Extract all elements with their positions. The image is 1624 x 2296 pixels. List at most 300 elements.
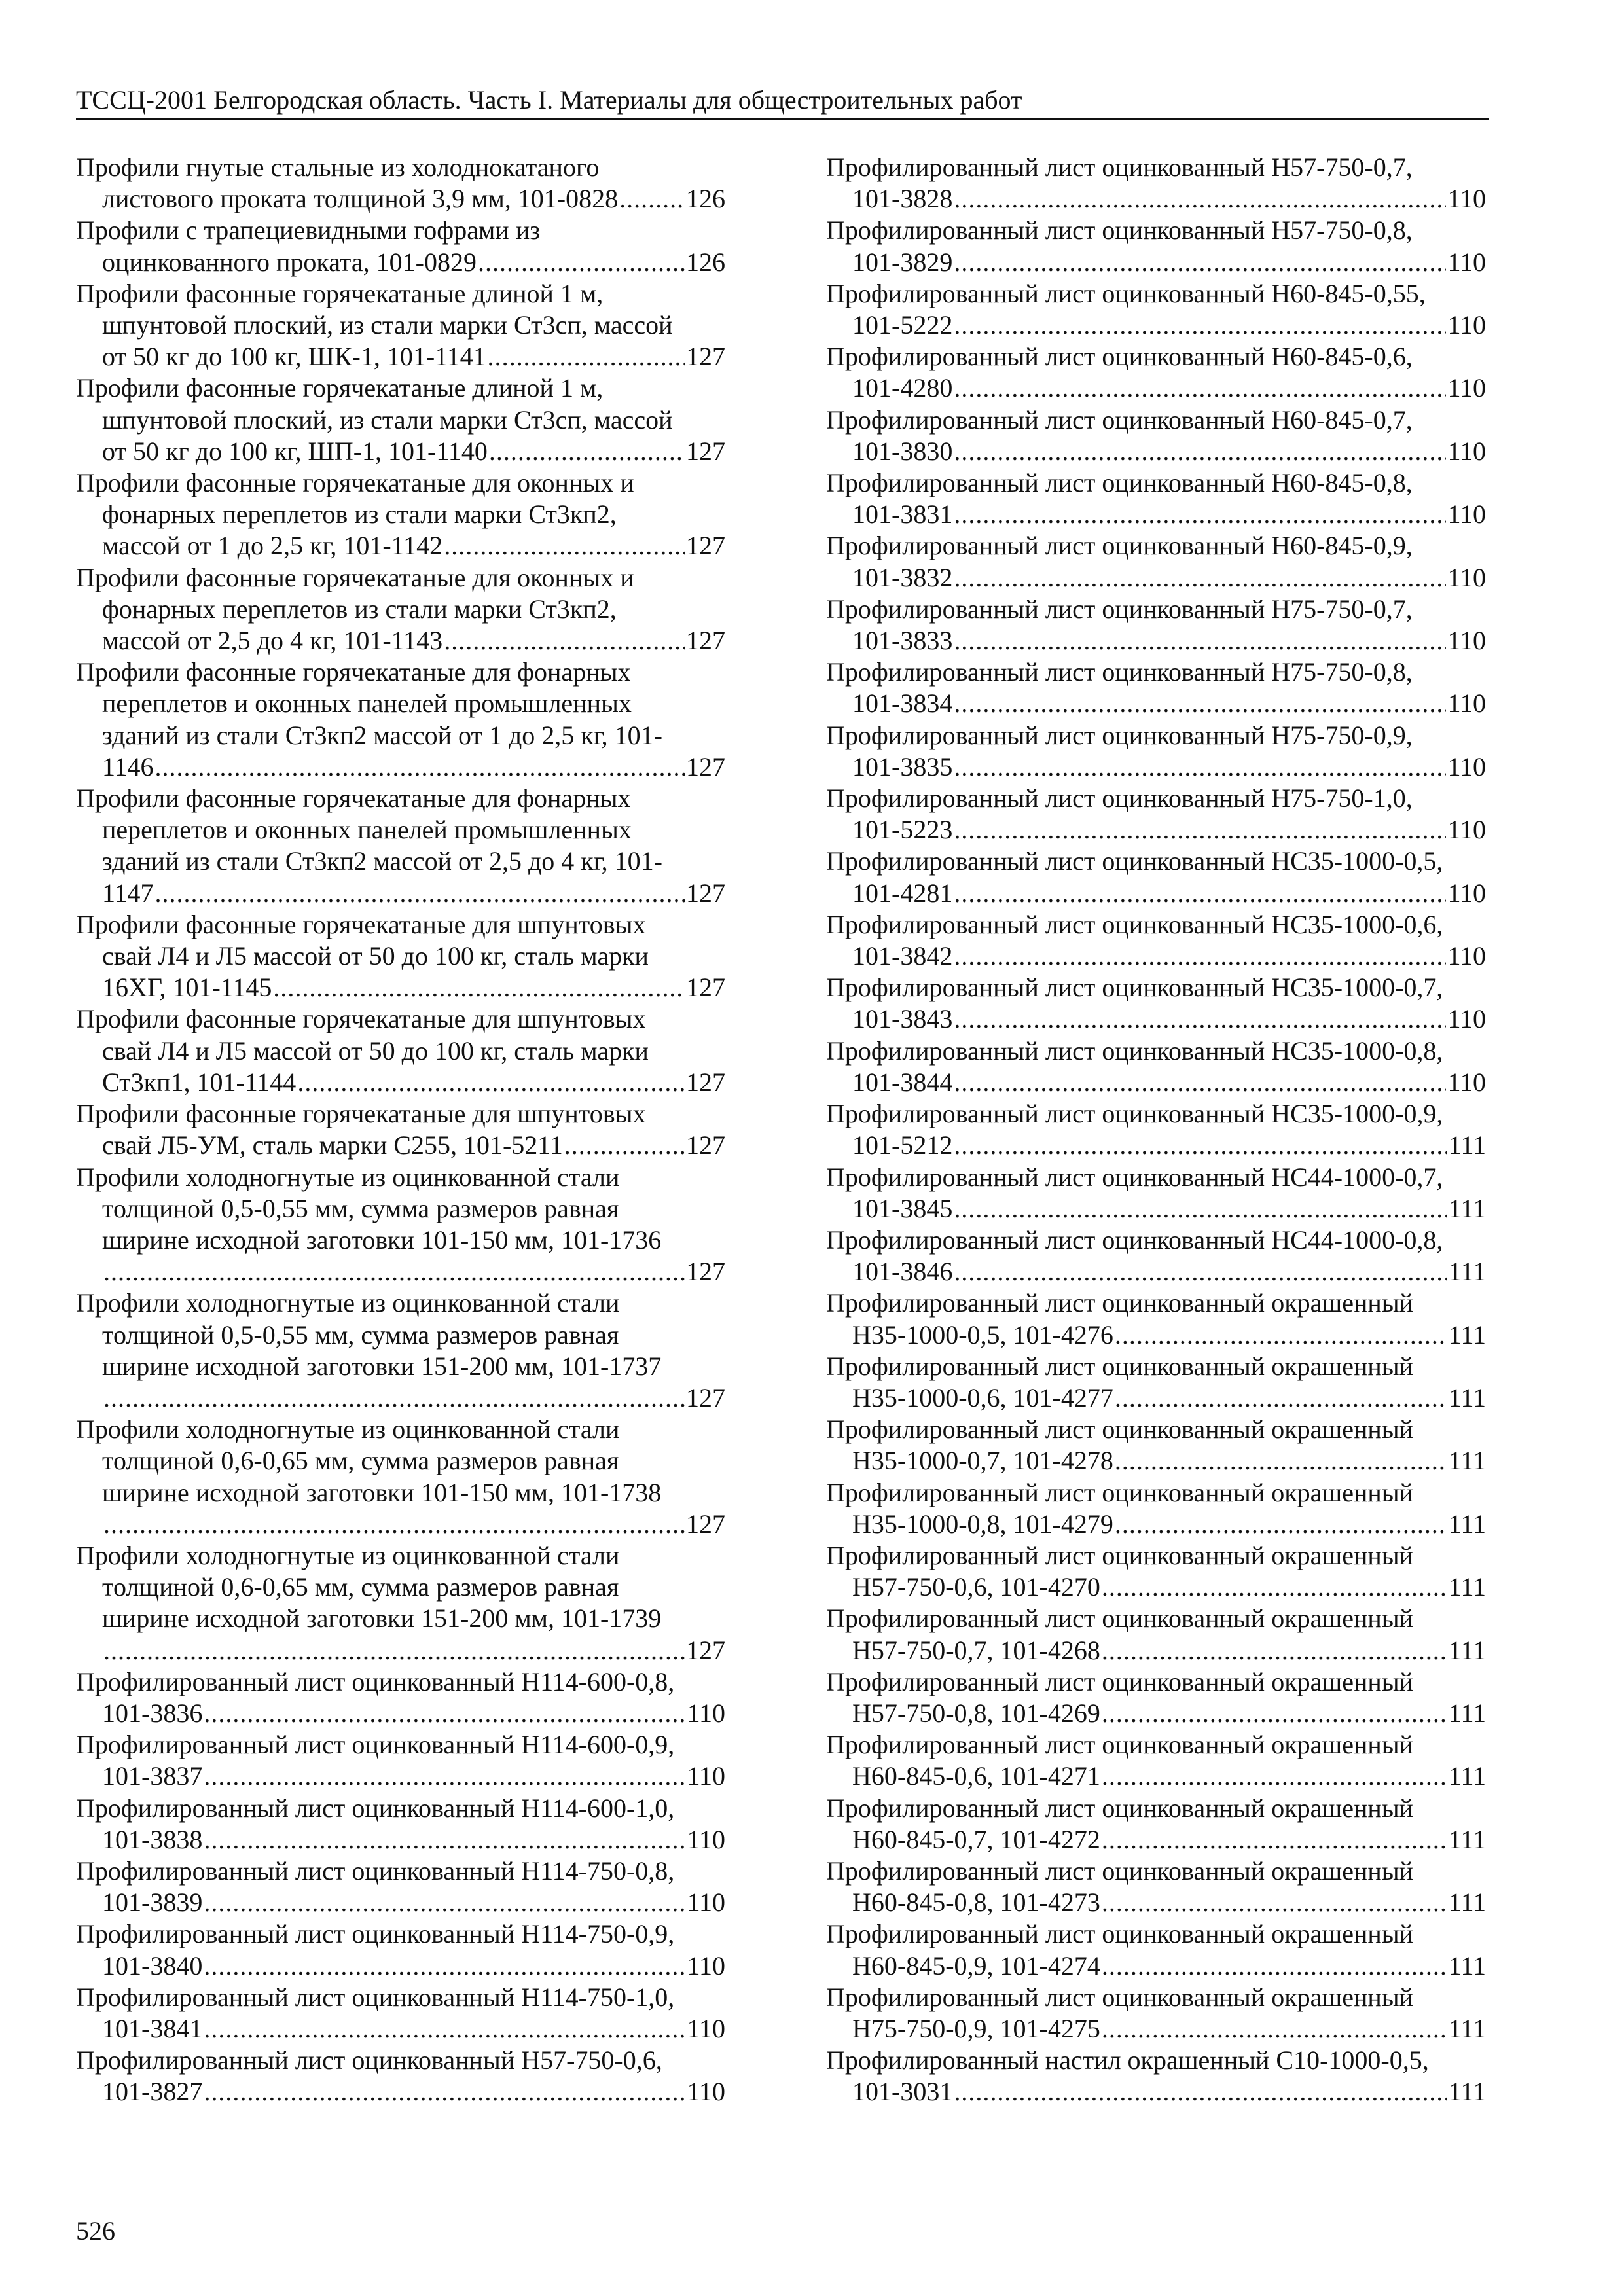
index-entry-last-line	[76, 625, 725, 656]
dot-leader	[155, 878, 685, 909]
index-entry-line: ширине исходной заготовки 151-200 мм, 101-1739	[102, 1604, 662, 1634]
index-entry-line: фонарных переплетов из стали марки Ст3кп2,	[102, 594, 617, 624]
index-entry	[826, 1918, 1486, 1981]
dot-leader	[954, 1193, 1447, 1225]
index-entry-page: 110	[1447, 373, 1486, 403]
index-entry-code: от 50 кг до 100 кг, ШП-1, 101-1140	[102, 436, 488, 466]
index-entry-page: 111	[1448, 1130, 1486, 1160]
index-entry-line: Профилированный лист оцинкованный НС35-1000-0,8,	[826, 1035, 1443, 1066]
index-entry	[826, 530, 1486, 593]
dot-leader	[1102, 1887, 1447, 1918]
index-entry-line: Профилированный лист оцинкованный окрашенный	[826, 1414, 1414, 1444]
index-entry-line: Профилированный лист оцинкованный окрашенный	[826, 1856, 1414, 1886]
dot-leader	[1115, 1382, 1447, 1414]
index-entry-page: 111	[1448, 2013, 1486, 2043]
index-entry-page: 111	[1448, 2077, 1486, 2107]
index-entry-page: 110	[1447, 310, 1486, 340]
index-entry-code: 1147	[102, 878, 154, 908]
index-entry-code: Н57-750-0,7, 101-4268	[852, 1635, 1100, 1665]
index-entry-line: Профили холодногнутые из оцинкованной стали	[76, 1540, 620, 1570]
index-entry	[76, 278, 725, 373]
index-entry-line: Профилированный лист оцинкованный НС35-1000-0,6,	[826, 909, 1443, 939]
index-entry	[76, 1003, 725, 1098]
index-entry-code: от 50 кг до 100 кг, ШК-1, 101-1141	[102, 342, 486, 372]
index-entry-code: 101-3841	[102, 2013, 203, 2043]
index-entry-line: Профили холодногнутые из оцинкованной стали	[76, 1288, 620, 1318]
dot-leader	[444, 530, 685, 562]
index-entry-page: 110	[1447, 247, 1486, 277]
index-entry-page: 110	[687, 1698, 725, 1728]
index-entry	[826, 467, 1486, 530]
index-entry	[76, 1540, 725, 1666]
index-entry-last-line	[826, 436, 1486, 467]
index-entry-code: 101-3846	[852, 1257, 953, 1287]
index-entry-line: Профилированный лист оцинкованный НС35-1000-0,7,	[826, 973, 1443, 1003]
index-entry-page: 111	[1448, 1319, 1486, 1350]
index-entry-code: 101-5212	[852, 1130, 953, 1160]
dot-leader	[954, 814, 1446, 846]
index-entry	[826, 656, 1486, 719]
index-entry	[826, 2045, 1486, 2108]
index-entry-line: Профилированный лист оцинкованный НС44-1000-0,8,	[826, 1225, 1443, 1255]
index-entry-line: фонарных переплетов из стали марки Ст3кп2,	[102, 499, 617, 529]
index-entry	[76, 562, 725, 657]
index-entry-page: 111	[1448, 1950, 1486, 1981]
index-entry-last-line	[826, 1319, 1486, 1351]
index-entry	[76, 1856, 725, 1918]
dot-leader	[954, 2076, 1447, 2108]
index-entry-last-line	[76, 1256, 725, 1287]
dot-leader	[954, 247, 1446, 278]
index-entry-line: Профилированный лист оцинкованный Н60-845-0,9,	[826, 531, 1413, 561]
index-entry-code: 16ХГ, 101-1145	[102, 973, 272, 1003]
index-entry-page: 127	[686, 436, 725, 466]
index-entry-last-line	[76, 1509, 725, 1540]
page-number: 526	[76, 2216, 115, 2246]
dot-leader	[204, 1698, 685, 1729]
index-entry-line: Профилированный лист оцинкованный окрашенный	[826, 1730, 1414, 1760]
index-entry-line: Профилированный лист оцинкованный Н114-750-1,0,	[76, 1982, 675, 2012]
index-entry-code: Н35-1000-0,5, 101-4276	[852, 1319, 1113, 1350]
dot-leader	[954, 878, 1446, 909]
index-entry-code: 101-3845	[852, 1193, 953, 1223]
index-entry-line: Профилированный лист оцинкованный Н114-750-0,9,	[76, 1919, 675, 1949]
index-entry-last-line	[76, 247, 725, 278]
index-entry-line: ширине исходной заготовки 101-150 мм, 101-1736	[102, 1225, 662, 1255]
index-entry	[826, 1856, 1486, 1918]
index-entry-code: 101-3832	[852, 562, 953, 592]
index-entry-code: листового проката толщиной 3,9 мм, 101-0828	[102, 184, 619, 214]
index-entry	[76, 1918, 725, 1981]
index-entry-line: Профилированный лист оцинкованный окрашенный	[826, 1351, 1414, 1381]
index-entry-line: ширине исходной заготовки 101-150 мм, 101-1738	[102, 1477, 662, 1507]
index-entry	[826, 1162, 1486, 1225]
index-entry	[826, 341, 1486, 404]
index-entry-page: 110	[687, 2013, 725, 2043]
dot-leader	[564, 1130, 685, 1161]
index-entry-code: Н75-750-0,9, 101-4275	[852, 2013, 1100, 2043]
index-entry	[76, 1666, 725, 1729]
index-entry-code: 101-3836	[102, 1698, 203, 1728]
index-entry	[826, 278, 1486, 341]
index-entry-last-line	[76, 1824, 725, 1856]
index-entry	[826, 404, 1486, 467]
dot-leader	[1115, 1445, 1447, 1477]
index-entry	[826, 909, 1486, 972]
index-entry-page: 110	[1447, 436, 1486, 466]
index-entry-line: Профилированный лист оцинкованный Н114-600-0,8,	[76, 1666, 675, 1696]
index-entry-last-line	[826, 814, 1486, 846]
index-entry-code: Н57-750-0,6, 101-4270	[852, 1572, 1100, 1602]
index-entry-last-line	[826, 1824, 1486, 1856]
index-entry-line: Профилированный лист оцинкованный окрашенный	[826, 1666, 1414, 1696]
index-entry-last-line	[76, 751, 725, 783]
index-entry-last-line	[826, 1509, 1486, 1540]
index-entry-page: 110	[1447, 499, 1486, 529]
index-entry-page: 111	[1448, 1761, 1486, 1791]
index-entry-page: 110	[1447, 878, 1486, 908]
index-entry-last-line	[826, 1067, 1486, 1098]
index-entry	[826, 720, 1486, 783]
dot-leader	[103, 1509, 685, 1540]
dot-leader	[1102, 1761, 1447, 1792]
index-entry	[76, 372, 725, 467]
index-entry	[76, 1729, 725, 1792]
index-entry	[826, 215, 1486, 278]
index-entry-last-line	[826, 1698, 1486, 1729]
dot-leader	[1102, 2013, 1447, 2045]
index-entry-line: Профилированный лист оцинкованный Н60-845-0,55,	[826, 278, 1426, 308]
dot-leader	[103, 1382, 685, 1414]
index-entry-line: зданий из стали Ст3кп2 массой от 1 до 2,5 кг, 101-	[102, 720, 662, 750]
index-entry-page: 110	[687, 1761, 725, 1791]
dot-leader	[1115, 1319, 1447, 1351]
index-entry-code: Н57-750-0,8, 101-4269	[852, 1698, 1100, 1728]
index-entry-page: 111	[1448, 1257, 1486, 1287]
index-entry-line: Профилированный лист оцинкованный Н114-750-0,8,	[76, 1856, 675, 1886]
dot-leader	[103, 1256, 685, 1287]
index-entry-line: толщиной 0,6-0,65 мм, сумма размеров равная	[102, 1572, 619, 1602]
index-entry-code: 101-3828	[852, 184, 953, 214]
index-entry	[76, 1162, 725, 1288]
index-entry-last-line	[76, 1382, 725, 1414]
dot-leader	[954, 310, 1446, 341]
index-column-left	[76, 152, 725, 2108]
index-entry-last-line	[76, 1130, 725, 1161]
dot-leader	[954, 183, 1446, 215]
dot-leader	[273, 972, 685, 1003]
index-entry-last-line	[76, 1698, 725, 1729]
index-entry-last-line	[826, 562, 1486, 594]
index-entry	[76, 152, 725, 215]
index-entry-code: 101-5223	[852, 815, 953, 845]
index-entry-page: 110	[1447, 689, 1486, 719]
index-entry-page: 111	[1448, 1698, 1486, 1728]
index-entry-page: 110	[1447, 1004, 1486, 1034]
index-entry-line: Профилированный лист оцинкованный Н114-600-1,0,	[76, 1793, 675, 1823]
index-entry-last-line	[76, 878, 725, 909]
index-entry-last-line	[826, 499, 1486, 530]
index-entry-last-line	[76, 1635, 725, 1666]
index-entry-line: Профилированный лист оцинкованный окрашенный	[826, 1604, 1414, 1634]
index-entry	[76, 783, 725, 909]
index-entry-line: Профилированный лист оцинкованный Н75-750-0,8,	[826, 657, 1413, 687]
index-entry-line: Профилированный лист оцинкованный Н60-845-0,8,	[826, 468, 1413, 498]
index-entry-last-line	[826, 1950, 1486, 1982]
index-entry	[826, 1035, 1486, 1098]
dot-leader	[954, 751, 1446, 783]
index-entry-code: 101-3840	[102, 1950, 203, 1981]
index-entry	[826, 1351, 1486, 1414]
index-entry-line: Профилированный лист оцинкованный Н60-845-0,7,	[826, 404, 1413, 435]
index-entry-last-line	[76, 183, 725, 215]
index-entry-line: Профилированный лист оцинкованный окрашенный	[826, 1919, 1414, 1949]
index-entry-last-line	[826, 1761, 1486, 1792]
index-entry-page: 110	[687, 1824, 725, 1854]
index-entry-line: Профили фасонные горячекатаные для шпунтовых	[76, 1099, 646, 1129]
index-entry-page: 110	[687, 2077, 725, 2107]
index-entry-line: переплетов и оконных панелей промышленных	[102, 815, 632, 845]
dot-leader	[1102, 1571, 1447, 1603]
index-entry-line: Профили фасонные горячекатаные для шпунтовых	[76, 1004, 646, 1034]
index-entry-line: Профилированный лист оцинкованный Н57-750-0,7,	[826, 152, 1413, 182]
index-entry-last-line	[76, 2076, 725, 2108]
index-entry-code: Н60-845-0,8, 101-4273	[852, 1888, 1100, 1918]
index-entry-code: Ст3кп1, 101-1144	[102, 1067, 297, 1097]
index-entry-page: 127	[686, 751, 725, 781]
index-entry-page: 110	[1447, 1067, 1486, 1097]
index-entry-code: 101-3031	[852, 2077, 953, 2107]
index-entry-last-line	[826, 372, 1486, 404]
index-entry-line: Профилированный лист оцинкованный Н75-750-0,9,	[826, 720, 1413, 750]
index-entry-last-line	[826, 751, 1486, 783]
index-entry	[826, 1225, 1486, 1287]
index-entry-page: 111	[1448, 1635, 1486, 1665]
index-entry-line: Профилированный лист оцинкованный НС44-1000-0,7,	[826, 1162, 1443, 1192]
index-entry-last-line	[826, 2076, 1486, 2108]
index-entry	[76, 2045, 725, 2108]
index-entry-page: 127	[686, 1257, 725, 1287]
index-entry	[76, 909, 725, 1004]
index-entry-line: ширине исходной заготовки 151-200 мм, 101-1737	[102, 1351, 662, 1381]
dot-leader	[1102, 1824, 1447, 1856]
index-entry-code: свай Л5-УМ, сталь марки С255, 101-5211	[102, 1130, 563, 1160]
index-entry-line: Профилированный лист оцинкованный окрашенный	[826, 1982, 1414, 2012]
index-entry-last-line	[76, 530, 725, 562]
index-entry-last-line	[76, 341, 725, 372]
index-entry-line: Профилированный лист оцинкованный окрашенный	[826, 1288, 1414, 1318]
index-entry-page: 126	[686, 184, 725, 214]
index-entry-last-line	[826, 1003, 1486, 1035]
index-entry	[826, 1098, 1486, 1161]
index-entry-line: Профилированный лист оцинкованный Н60-845-0,6,	[826, 342, 1413, 372]
index-entry-page: 127	[686, 1509, 725, 1539]
dot-leader	[204, 1887, 685, 1918]
index-entry	[76, 1287, 725, 1414]
index-entry-code: массой от 2,5 до 4 кг, 101-1143	[102, 626, 443, 656]
dot-leader	[954, 1256, 1447, 1287]
index-entry-page: 110	[1447, 626, 1486, 656]
index-entry-code: 1146	[102, 751, 154, 781]
index-entry-line: Профилированный лист оцинкованный окрашенный	[826, 1540, 1414, 1570]
index-entry-code: 101-3839	[102, 1888, 203, 1918]
index-entry-line: зданий из стали Ст3кп2 массой от 2,5 до 4 кг, 101-	[102, 846, 662, 876]
index-entry	[76, 215, 725, 278]
index-entry-line: Профилированный лист оцинкованный окрашенный	[826, 1477, 1414, 1507]
dot-leader	[954, 562, 1446, 594]
dot-leader	[204, 1950, 685, 1982]
index-entry-last-line	[76, 436, 725, 467]
dot-leader	[204, 2076, 685, 2108]
index-entry-code: 101-3827	[102, 2077, 203, 2107]
index-entry-code: оцинкованного проката, 101-0829	[102, 247, 477, 277]
index-entry-code: Н35-1000-0,6, 101-4277	[852, 1382, 1113, 1412]
index-entry	[76, 656, 725, 783]
index-entry-last-line	[826, 1635, 1486, 1666]
page-header: ТССЦ-2001 Белгородская область. Часть I. Материалы для общестроительных работ	[76, 84, 1489, 120]
index-entry-line: Профилированный лист оцинкованный Н57-750-0,6,	[76, 2045, 662, 2075]
index-entry	[826, 1666, 1486, 1729]
index-entry-line: Профили холодногнутые из оцинкованной стали	[76, 1162, 620, 1192]
index-entry-code: 101-3835	[852, 751, 953, 781]
dot-leader	[954, 436, 1446, 467]
index-entry-page: 111	[1448, 1509, 1486, 1539]
index-entry-code: 101-3831	[852, 499, 953, 529]
index-entry-page: 127	[686, 342, 725, 372]
index-entry	[826, 1477, 1486, 1540]
index-entry-last-line	[826, 2013, 1486, 2045]
dot-leader	[1102, 1698, 1447, 1729]
index-entry-last-line	[826, 310, 1486, 341]
index-entry-last-line	[826, 1256, 1486, 1287]
index-entry-line: Профилированный настил окрашенный С10-1000-0,5,	[826, 2045, 1429, 2075]
index-entry-last-line	[826, 183, 1486, 215]
dot-leader	[954, 499, 1446, 530]
index-entry	[826, 1287, 1486, 1350]
index-entry-page: 110	[687, 1950, 725, 1981]
index-entry-code: 101-3837	[102, 1761, 203, 1791]
index-entry-last-line	[826, 941, 1486, 972]
dot-leader	[1102, 1635, 1447, 1666]
index-entry	[826, 783, 1486, 846]
index-entry	[826, 972, 1486, 1035]
index-entry-page: 110	[1447, 815, 1486, 845]
index-entry	[826, 1793, 1486, 1856]
index-entry-last-line	[76, 1887, 725, 1918]
index-entry-page: 127	[686, 1130, 725, 1160]
dot-leader	[954, 688, 1446, 719]
index-entry-code: 101-4281	[852, 878, 953, 908]
index-entry	[826, 1603, 1486, 1666]
index-entry-line: переплетов и оконных панелей промышленных	[102, 689, 632, 719]
index-entry-page: 111	[1448, 1572, 1486, 1602]
index-entry-line: Профили гнутые стальные из холоднокатаного	[76, 152, 600, 182]
index-entry-line: Профили фасонные горячекатаные длиной 1 м,	[76, 373, 604, 403]
dot-leader	[954, 1130, 1447, 1161]
index-entry-code: 101-3834	[852, 689, 953, 719]
index-entry-page: 110	[687, 1888, 725, 1918]
index-entry-line: толщиной 0,5-0,55 мм, сумма размеров равная	[102, 1193, 619, 1223]
index-entry-line: Профили с трапециевидными гофрами из	[76, 215, 540, 245]
index-entry-line: Профилированный лист оцинкованный НС35-1000-0,9,	[826, 1099, 1443, 1129]
index-entry	[826, 594, 1486, 656]
index-entry-code: Н60-845-0,7, 101-4272	[852, 1824, 1100, 1854]
index-entry	[76, 1098, 725, 1161]
dot-leader	[954, 625, 1446, 656]
index-entry-line: Профилированный лист оцинкованный НС35-1000-0,5,	[826, 846, 1443, 876]
index-entry	[76, 467, 725, 562]
index-entry-page: 111	[1448, 1382, 1486, 1412]
index-entry-line: Профили холодногнутые из оцинкованной стали	[76, 1414, 620, 1444]
dot-leader	[619, 183, 685, 215]
index-entry	[826, 152, 1486, 215]
index-entry-line: толщиной 0,5-0,55 мм, сумма размеров равная	[102, 1319, 619, 1350]
index-entry-page: 111	[1448, 1888, 1486, 1918]
index-entry-last-line	[826, 688, 1486, 719]
index-entry-line: Профилированный лист оцинкованный Н75-750-1,0,	[826, 783, 1413, 814]
index-entry-page: 127	[686, 1067, 725, 1097]
index-entry-code: 101-5222	[852, 310, 953, 340]
index-entry-code: 101-3842	[852, 941, 953, 971]
index-entry-line: толщиной 0,6-0,65 мм, сумма размеров равная	[102, 1446, 619, 1476]
index-entry-last-line	[76, 1950, 725, 1982]
index-entry	[826, 1982, 1486, 2045]
dot-leader	[204, 2013, 685, 2045]
index-entry-code: 101-4280	[852, 373, 953, 403]
index-entry-page: 127	[686, 626, 725, 656]
index-entry-last-line	[826, 1571, 1486, 1603]
index-entry-last-line	[76, 972, 725, 1003]
index-entry-page: 110	[1447, 941, 1486, 971]
index-entry-line: Профили фасонные горячекатаные для фонарных	[76, 657, 631, 687]
index-entry-code: Н60-845-0,6, 101-4271	[852, 1761, 1100, 1791]
index-entry	[826, 1729, 1486, 1792]
index-entry	[826, 1414, 1486, 1477]
index-entry-line: Профили фасонные горячекатаные для шпунтовых	[76, 909, 646, 939]
index-entry	[76, 1414, 725, 1540]
dot-leader	[1102, 1950, 1447, 1982]
index-entry-page: 111	[1448, 1824, 1486, 1854]
index-entry-line: свай Л4 и Л5 массой от 50 до 100 кг, сталь марки	[102, 941, 649, 971]
index-entry-last-line	[826, 1445, 1486, 1477]
index-entry-code: Н60-845-0,9, 101-4274	[852, 1950, 1100, 1981]
index-entry-page: 126	[686, 247, 725, 277]
index-entry-line: шпунтовой плоский, из стали марки Ст3сп, массой	[102, 404, 673, 435]
index-entry-line: Профилированный лист оцинкованный Н75-750-0,7,	[826, 594, 1413, 624]
index-entry-line: Профилированный лист оцинкованный Н114-600-0,9,	[76, 1730, 675, 1760]
index-entry-page: 110	[1447, 562, 1486, 592]
index-entry-page: 111	[1448, 1446, 1486, 1476]
index-entry-page: 111	[1448, 1193, 1486, 1223]
index-entry-page: 127	[686, 973, 725, 1003]
dot-leader	[155, 751, 685, 783]
dot-leader	[489, 436, 685, 467]
dot-leader	[954, 941, 1446, 972]
dot-leader	[488, 341, 685, 372]
index-entry-code: 101-3830	[852, 436, 953, 466]
index-entry-page: 110	[1447, 751, 1486, 781]
index-entry-page: 127	[686, 531, 725, 561]
dot-leader	[478, 247, 685, 278]
dot-leader	[954, 1003, 1446, 1035]
dot-leader	[1115, 1509, 1447, 1540]
dot-leader	[297, 1067, 685, 1098]
index-entry-code: 101-3829	[852, 247, 953, 277]
index-entry-line: Профили фасонные горячекатаные длиной 1 м,	[76, 278, 604, 308]
dot-leader	[204, 1824, 685, 1856]
index-entry-code: Н35-1000-0,8, 101-4279	[852, 1509, 1113, 1539]
index-entry	[76, 1982, 725, 2045]
